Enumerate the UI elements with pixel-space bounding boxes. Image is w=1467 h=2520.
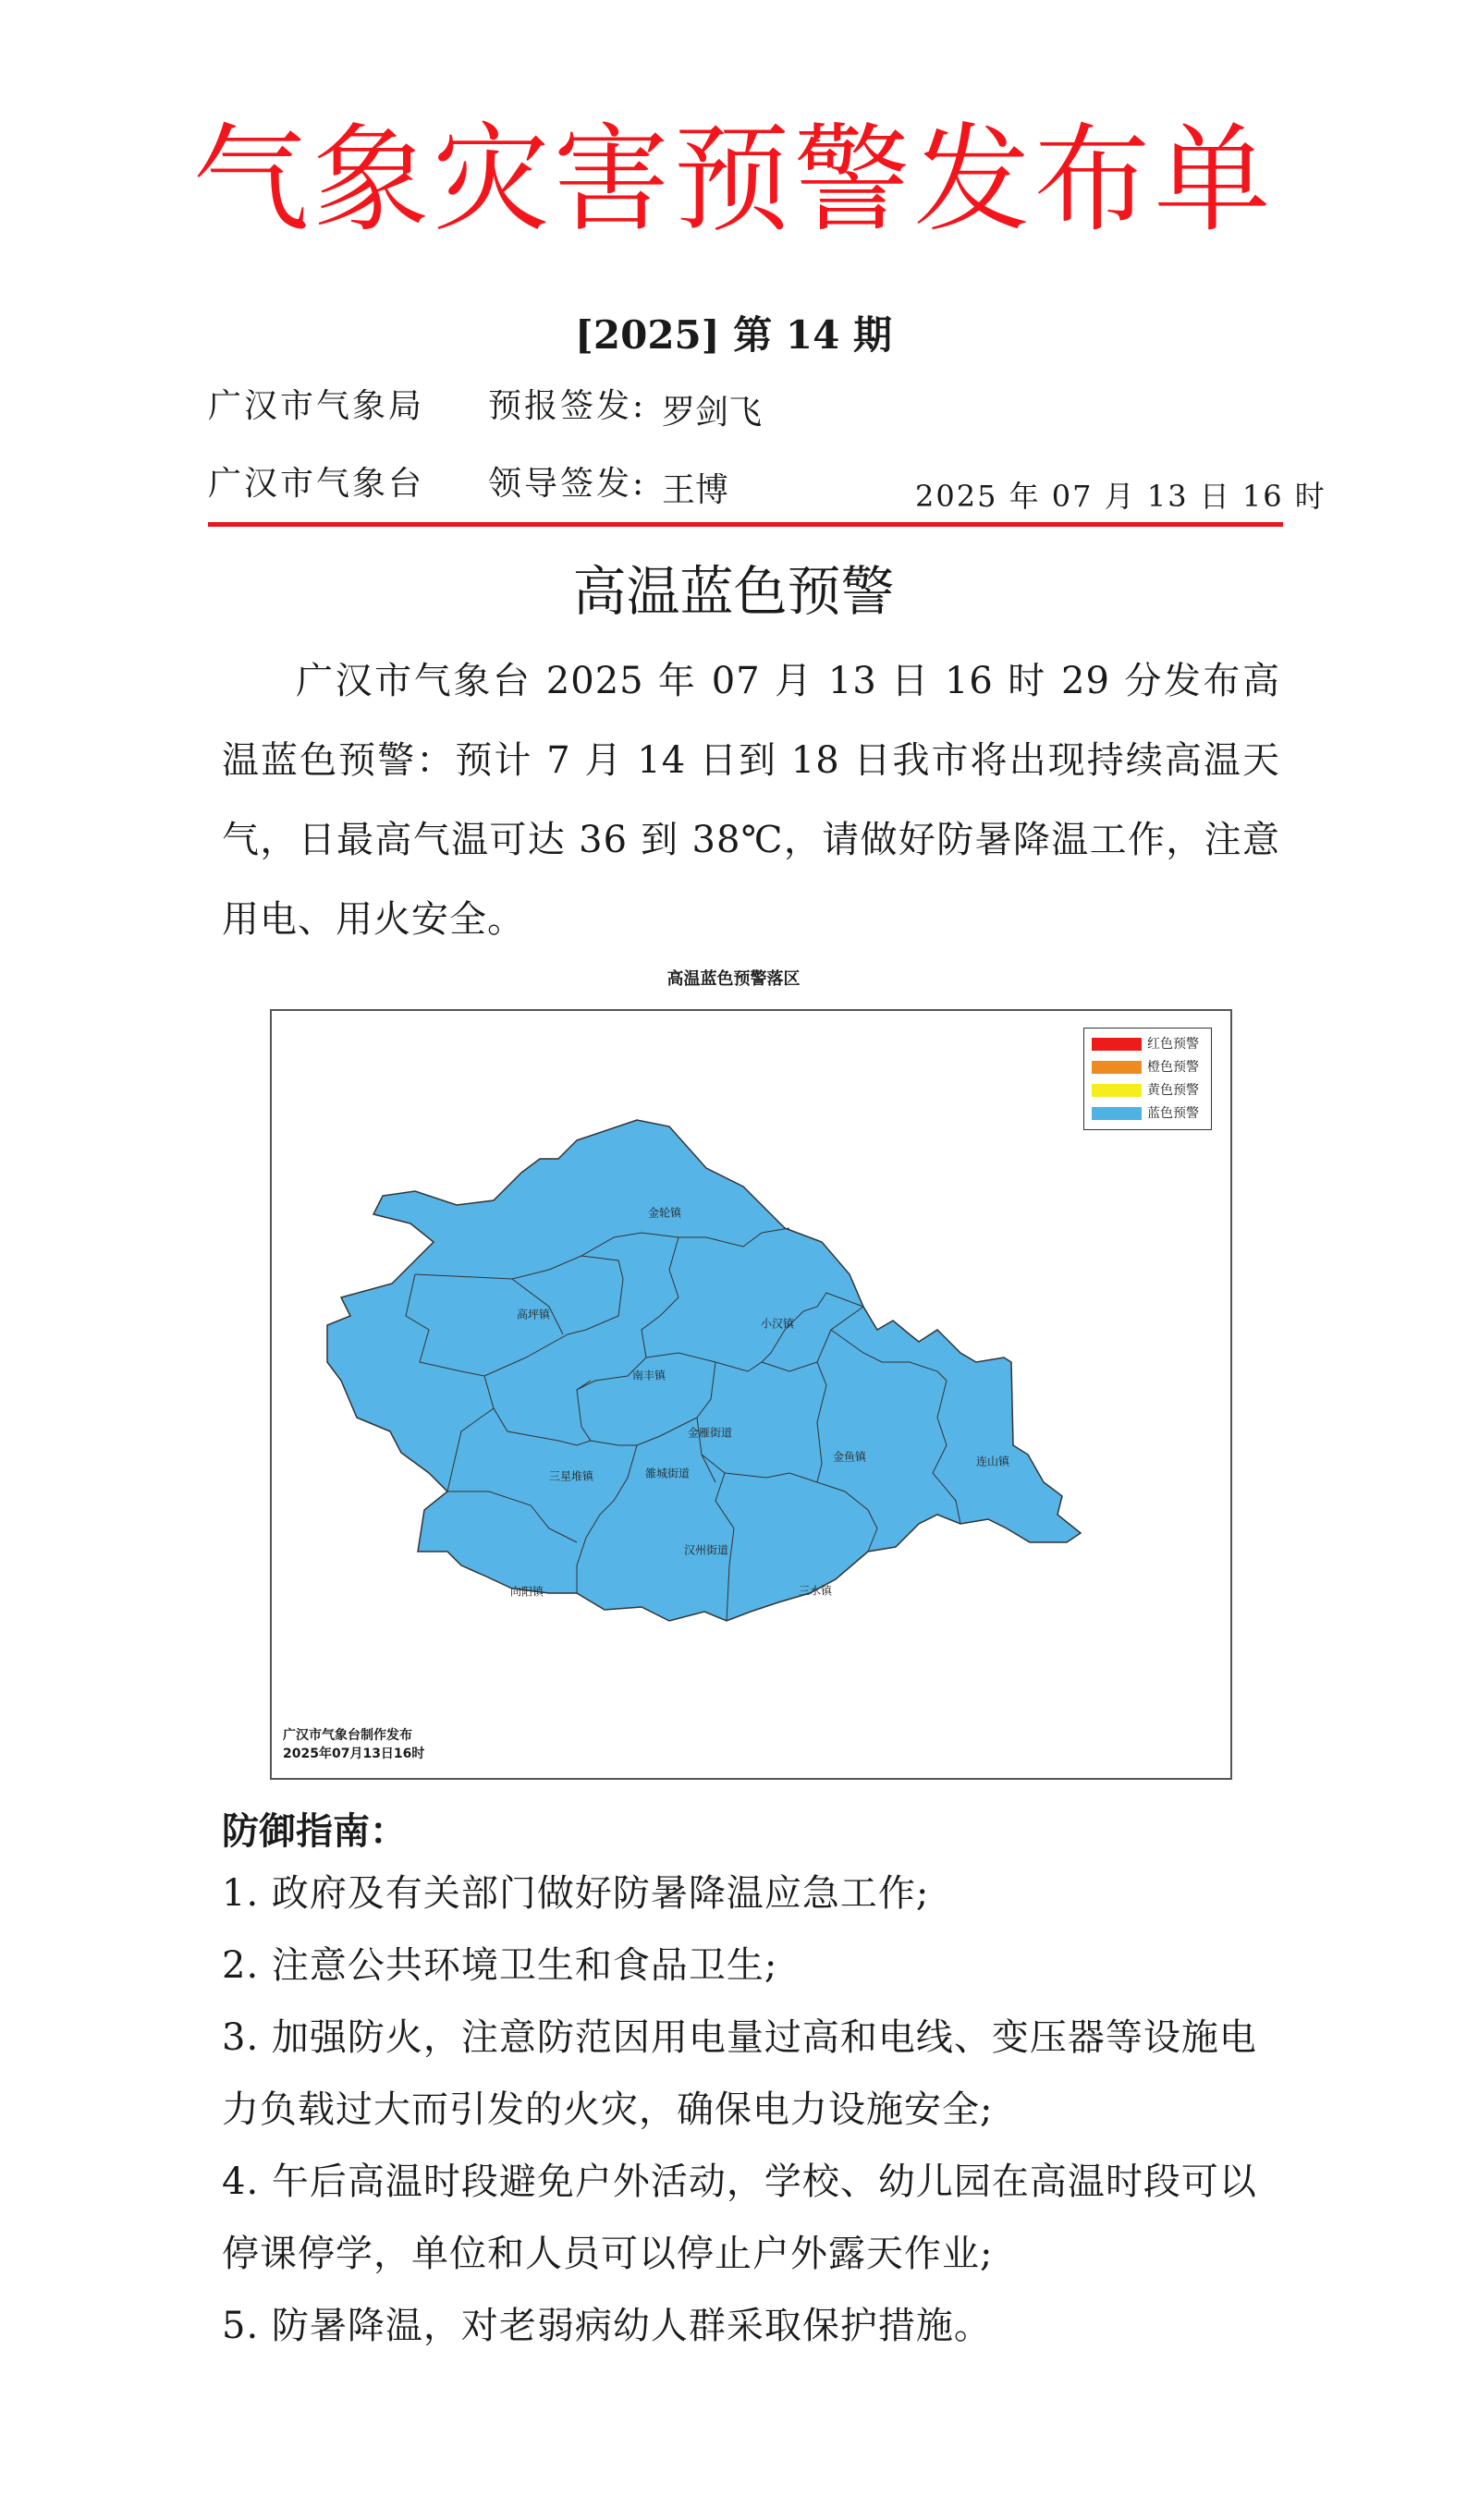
legend-swatch-blue (1092, 1107, 1142, 1120)
town-label: 小汉镇 (760, 1317, 795, 1331)
guide-item: 4. 午后高温时段避免户外活动，学校、幼儿园在高温时段可以停课停学，单位和人员可以停止户外露天作业; (222, 2161, 1257, 2275)
town-label: 三水镇 (798, 1584, 833, 1598)
warning-title: 高温蓝色预警 (572, 560, 895, 623)
guide-list (222, 1857, 1280, 2362)
issuing-org-bureau: 广汉市气象局 (208, 387, 425, 425)
guide-heading: 防御指南： (222, 1810, 407, 1853)
legend-item-blue: 蓝色预警 (1092, 1105, 1199, 1122)
town-label: 汉州街道 (683, 1543, 729, 1557)
legend-swatch-yellow (1092, 1084, 1142, 1097)
document-title: 气象灾害预警发布单 (192, 112, 1275, 248)
map-title: 高温蓝色预警落区 (666, 969, 801, 989)
issuing-org-station: 广汉市气象台 (208, 465, 425, 503)
header-divider (208, 522, 1283, 527)
warning-body: 广汉市气象台 2025 年 07 月 13 日 16 时 29 分发布高温蓝色预警：预计 7 月 14 日到 18 日我市将出现持续高温天气，日最高气温可达 36 到 38℃，请做好防暑降温工作，注意用电、用火安全。 (222, 660, 1280, 941)
warning-map (270, 1009, 1232, 1780)
legend-item-yellow: 黄色预警 (1092, 1082, 1199, 1099)
town-label: 高坪镇 (516, 1308, 551, 1321)
town-label: 金雁街道 (687, 1426, 733, 1440)
leader-signer-name: 王博 (662, 471, 729, 509)
issue-datetime: 2025 年 07 月 13 日 16 时 (915, 479, 1326, 514)
legend-item-red: 红色预警 (1092, 1036, 1199, 1053)
forecast-signer-label: 预报签发: (488, 387, 647, 425)
map-legend (1083, 1028, 1212, 1130)
guide-item: 1. 政府及有关部门做好防暑降温应急工作; (222, 1872, 930, 1915)
town-label: 连山镇 (975, 1455, 1010, 1468)
town-label: 向阳镇 (509, 1585, 544, 1599)
guide-item: 2. 注意公共环境卫生和食品卫生; (222, 1944, 778, 1987)
town-label: 南丰镇 (631, 1369, 666, 1382)
legend-swatch-orange (1092, 1061, 1142, 1074)
legend-swatch-red (1092, 1038, 1142, 1051)
town-label: 金轮镇 (647, 1206, 682, 1220)
issue-number: [2025] 第 14 期 (575, 312, 892, 358)
town-label: 雒城街道 (644, 1467, 691, 1480)
map-caption-time: 2025年07月13日16时 (283, 1747, 425, 1761)
map-caption-producer: 广汉市气象台制作发布 (283, 1728, 412, 1743)
leader-signer-label: 领导签发: (488, 465, 647, 503)
legend-item-orange: 橙色预警 (1092, 1059, 1199, 1076)
town-label: 金鱼镇 (832, 1450, 867, 1464)
guide-item: 5. 防暑降温，对老弱病幼人群采取保护措施。 (222, 2305, 992, 2347)
town-label: 三星堆镇 (548, 1469, 594, 1483)
guide-item: 3. 加强防火，注意防范因用电量过高和电线、变压器等设施电力负载过大而引发的火灾，确保电力设施安全; (222, 2016, 1257, 2131)
forecast-signer-name: 罗剑飞 (662, 394, 763, 432)
